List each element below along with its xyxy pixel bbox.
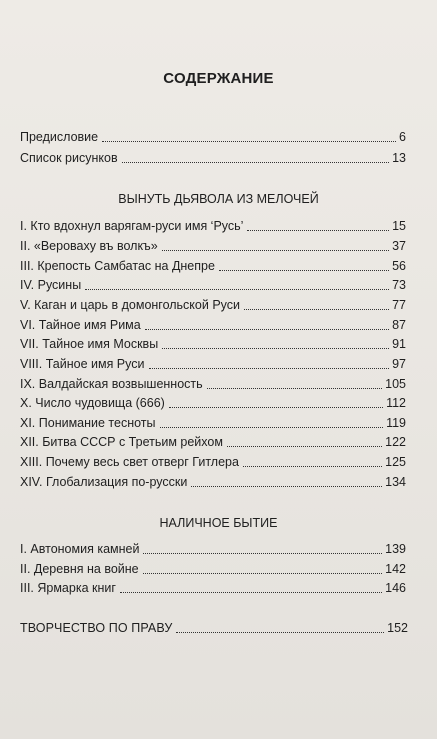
toc-entry-label: II. «Вероваху въ волкъ» [20,239,158,253]
toc-entry [20,238,406,254]
toc-entry-label: II. Деревня на войне [20,562,139,576]
toc-entry-page: 122 [385,435,406,449]
toc-entry [20,376,406,392]
toc-entry-label: Список рисунков [20,151,118,165]
toc-entry-page: 134 [385,475,406,489]
toc-entry-label: VIII. Тайное имя Руси [20,357,145,371]
leader-dots [207,388,382,389]
toc-entry-page: 13 [392,151,406,165]
toc-entry-page: 139 [385,542,406,556]
toc-entry-label: IV. Русины [20,278,82,292]
leader-dots [247,230,389,231]
toc-entry-page: 142 [385,562,406,576]
toc-entry [20,415,406,431]
toc-entry [20,561,406,577]
toc-entry-page: 87 [392,318,406,332]
toc-entry [20,317,406,333]
toc-entry [20,434,406,450]
toc-entry-page: 15 [392,219,406,233]
leader-dots [120,592,382,593]
leader-dots [162,348,389,349]
toc-entry [20,541,406,557]
toc-entry [20,620,408,636]
toc-entry [20,356,406,372]
leader-dots [102,141,396,142]
toc-entry-label: I. Автономия камней [20,542,140,556]
toc-entry-label: V. Каган и царь в домонгольской Руси [20,298,241,312]
toc-entry-label: VII. Тайное имя Москвы [20,337,159,351]
toc-entry-page: 91 [392,337,406,351]
toc-entry-page: 112 [386,396,406,410]
toc-entry [20,129,406,145]
toc-entry-page: 152 [387,621,408,635]
leader-dots [244,309,389,310]
leader-dots [191,486,382,487]
toc-entry [20,474,406,490]
leader-dots [162,250,389,251]
toc-entry-page: 73 [392,278,406,292]
toc-entry-label: III. Ярмарка книг [20,581,116,595]
toc-entry [20,277,406,293]
toc-entry-label: VI. Тайное имя Рима [20,318,141,332]
toc-entry-page: 6 [399,130,406,144]
leader-dots [143,573,383,574]
toc-entry [20,150,406,166]
toc-entry-label: X. Число чудовища (666) [20,396,165,410]
toc-entry-label: XIV. Глобализация по-русски [20,475,188,489]
leader-dots [219,270,389,271]
toc-entry-page: 146 [385,581,406,595]
section-heading: ВЫНУТЬ ДЬЯВОЛА ИЗ МЕЛОЧЕЙ [118,192,319,206]
leader-dots [176,632,384,633]
toc-entry-page: 125 [385,455,406,469]
leader-dots [160,427,384,428]
leader-dots [85,289,389,290]
toc-entry-page: 119 [386,416,406,430]
page-title: СОДЕРЖАНИЕ [163,70,274,87]
toc-entry-label: I. Кто вдохнул варягам-руси имя ‘Русь’ [20,219,244,233]
toc-entry-label: XI. Понимание тесноты [20,416,156,430]
toc-entry [20,580,406,596]
toc-entry-label: III. Крепость Самбатас на Днепре [20,259,215,273]
toc-entry-page: 56 [392,259,406,273]
toc-entry-page: 97 [392,357,406,371]
toc-entry [20,395,406,411]
leader-dots [149,368,390,369]
toc-entry-label: IX. Валдайская возвышенность [20,377,203,391]
toc-entry-page: 37 [392,239,406,253]
toc-entry-label: Предисловие [20,130,99,144]
toc-entry-page: 105 [385,377,406,391]
toc-entry [20,297,406,313]
toc-entry-label: XII. Битва СССР с Третьим рейхом [20,435,223,449]
toc-entry [20,336,406,352]
leader-dots [227,446,382,447]
leader-dots [143,553,382,554]
leader-dots [243,466,382,467]
section-heading: НАЛИЧНОЕ БЫТИЕ [159,516,278,530]
toc-entry [20,218,406,234]
leader-dots [122,162,389,163]
leader-dots [169,407,383,408]
toc-entry-page: 77 [392,298,406,312]
leader-dots [145,329,389,330]
toc-entry [20,454,406,470]
toc-entry [20,258,406,274]
toc-entry-label: ТВОРЧЕСТВО ПО ПРАВУ [20,621,173,635]
toc-entry-label: XIII. Почему весь свет отверг Гитлера [20,455,239,469]
